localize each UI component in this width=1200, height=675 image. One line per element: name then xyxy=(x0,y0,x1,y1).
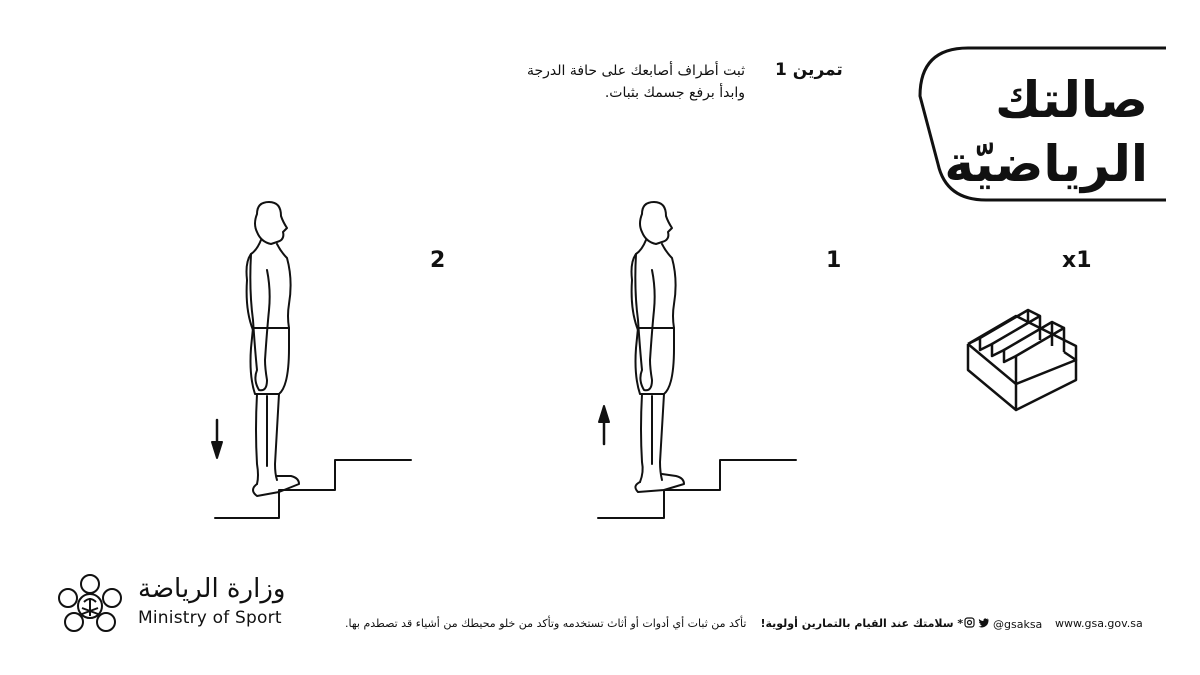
equipment-quantity: x1 xyxy=(1062,248,1092,273)
instructions-line-2: وابدأ برفع جسمك بثبات. xyxy=(604,85,745,101)
safety-note xyxy=(345,617,963,630)
title-line-1: صالتك xyxy=(995,71,1148,129)
stairs-icon xyxy=(964,304,1082,420)
safety-note-text: تأكد من ثبات أي أدوات أو أثاث تستخدمه وتأكد من خلو محيطك من أشياء قد تصطدم بها. xyxy=(345,617,747,630)
instructions-line-1: ثبت أطراف أصابعك على حافة الدرجة xyxy=(527,63,745,79)
instagram-icon[interactable] xyxy=(964,617,975,631)
social-links[interactable] xyxy=(964,617,1042,631)
organization-name-ar: وزارة الرياضة xyxy=(138,574,286,604)
ministry-logo xyxy=(52,572,128,642)
exercise-figure-step-1 xyxy=(580,200,810,524)
safety-note-bold: * سلامتك عند القيام بالتمارين أولوية! xyxy=(760,617,964,630)
title-card xyxy=(916,46,1166,202)
exercise-figure-step-2 xyxy=(195,200,425,524)
exercise-instructions xyxy=(520,60,745,104)
step-number-2: 2 xyxy=(430,248,446,273)
website-link[interactable]: www.gsa.gov.sa xyxy=(1055,617,1143,630)
step-number-1: 1 xyxy=(826,248,842,273)
twitter-icon[interactable] xyxy=(978,617,990,631)
title-line-2: الرياضيّة xyxy=(944,135,1148,193)
exercise-label: تمرين 1 xyxy=(775,60,843,80)
organization-name-en: Ministry of Sport xyxy=(138,608,282,628)
social-handle[interactable]: @gsaksa xyxy=(993,617,1043,631)
